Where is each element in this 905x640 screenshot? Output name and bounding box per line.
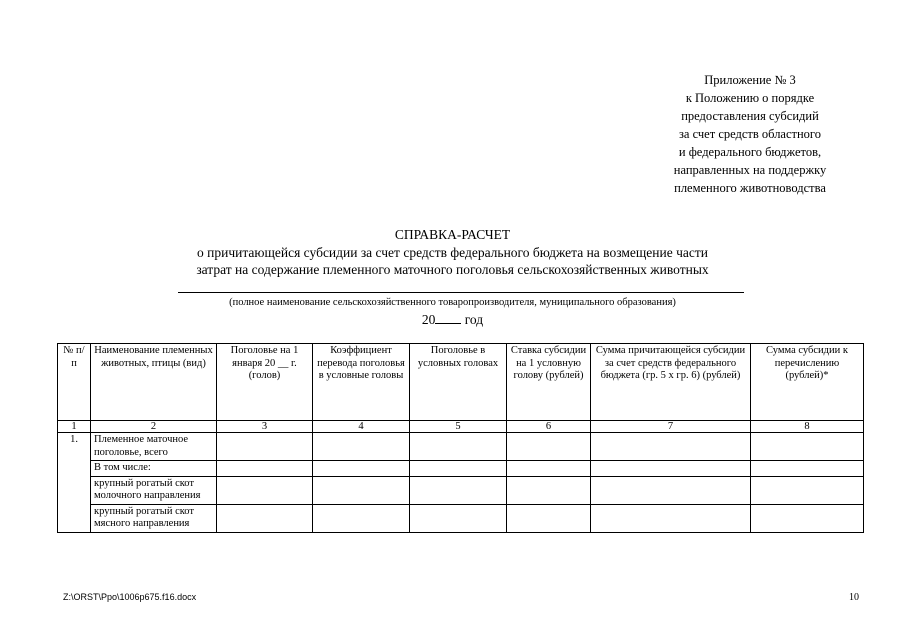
header-cell: № п/п bbox=[58, 344, 91, 421]
value-cell[interactable] bbox=[410, 476, 507, 504]
document-title: СПРАВКА-РАСЧЕТ bbox=[394, 227, 511, 242]
producer-name-line bbox=[178, 292, 744, 293]
value-cell[interactable] bbox=[591, 433, 751, 461]
column-number: 4 bbox=[313, 421, 410, 433]
year-suffix: год bbox=[464, 312, 484, 327]
value-cell[interactable] bbox=[217, 433, 313, 461]
column-number: 2 bbox=[91, 421, 217, 433]
appendix-line: племенного животноводства bbox=[674, 181, 826, 195]
header-cell: Наименование племенных животных, птицы (вид) bbox=[91, 344, 217, 421]
row-number: 1. bbox=[58, 433, 91, 533]
appendix-line: предоставления субсидий bbox=[681, 109, 819, 123]
value-cell[interactable] bbox=[410, 433, 507, 461]
header-cell: Коэффициент перевода поголовья в условные головы bbox=[313, 344, 410, 421]
year-prefix: 20 bbox=[421, 312, 436, 327]
file-path: Z:\ORST\Ppo\1006p675.f16.docx bbox=[63, 592, 197, 602]
column-number: 7 bbox=[591, 421, 751, 433]
column-number-row bbox=[58, 421, 864, 433]
table-row bbox=[58, 461, 864, 477]
header-cell: Поголовье в условных головах bbox=[410, 344, 507, 421]
value-cell[interactable] bbox=[313, 461, 410, 477]
header-cell: Ставка субсидии на 1 условную голову (рублей) bbox=[507, 344, 591, 421]
table-header-row bbox=[58, 344, 864, 421]
value-cell[interactable] bbox=[313, 433, 410, 461]
value-cell[interactable] bbox=[751, 433, 864, 461]
value-cell[interactable] bbox=[410, 461, 507, 477]
column-number: 8 bbox=[751, 421, 864, 433]
value-cell[interactable] bbox=[751, 504, 864, 532]
appendix-line: за счет средств областного bbox=[678, 127, 821, 141]
year-line bbox=[0, 310, 905, 329]
value-cell[interactable] bbox=[507, 433, 591, 461]
value-cell[interactable] bbox=[591, 504, 751, 532]
row-name-cell: крупный рогатый скот молочного направления bbox=[91, 476, 217, 504]
header-cell: Поголовье на 1 января 20 __ г. (голов) bbox=[217, 344, 313, 421]
subsidy-table bbox=[57, 343, 864, 533]
value-cell[interactable] bbox=[591, 476, 751, 504]
table-row bbox=[58, 476, 864, 504]
value-cell[interactable] bbox=[591, 461, 751, 477]
value-cell[interactable] bbox=[313, 504, 410, 532]
row-name-cell: В том числе: bbox=[91, 461, 217, 477]
document-subtitle bbox=[0, 244, 905, 278]
value-cell[interactable] bbox=[751, 476, 864, 504]
appendix-line: и федерального бюджетов, bbox=[678, 145, 822, 159]
page-number: 10 bbox=[849, 592, 859, 603]
column-number: 3 bbox=[217, 421, 313, 433]
value-cell[interactable] bbox=[217, 504, 313, 532]
year-blank bbox=[435, 310, 461, 324]
table-row bbox=[58, 504, 864, 532]
producer-name-caption: (полное наименование сельскохозяйственного товаропроизводителя, муниципального образования) bbox=[229, 297, 676, 308]
column-number: 1 bbox=[58, 421, 91, 433]
value-cell[interactable] bbox=[410, 504, 507, 532]
appendix-block bbox=[620, 71, 880, 197]
row-name-cell: Племенное маточное поголовье, всего bbox=[91, 433, 217, 461]
value-cell[interactable] bbox=[751, 461, 864, 477]
header-cell: Сумма субсидии к перечислению (рублей)* bbox=[751, 344, 864, 421]
appendix-line: Приложение № 3 bbox=[704, 73, 796, 87]
subtitle-line: о причитающейся субсидии за счет средств федерального бюджета на возмещение части bbox=[197, 245, 708, 260]
column-number: 6 bbox=[507, 421, 591, 433]
value-cell[interactable] bbox=[507, 504, 591, 532]
value-cell[interactable] bbox=[313, 476, 410, 504]
appendix-line: к Положению о порядке bbox=[685, 91, 815, 105]
appendix-line: направленных на поддержку bbox=[673, 163, 827, 177]
table-row bbox=[58, 433, 864, 461]
subtitle-line: затрат на содержание племенного маточного поголовья сельскохозяйственных животных bbox=[196, 262, 709, 277]
value-cell[interactable] bbox=[507, 476, 591, 504]
value-cell[interactable] bbox=[507, 461, 591, 477]
row-name-cell: крупный рогатый скот мясного направления bbox=[91, 504, 217, 532]
column-number: 5 bbox=[410, 421, 507, 433]
header-cell: Сумма причитающейся субсидии за счет средств федерального бюджета (гр. 5 x гр. 6) (рублей) bbox=[591, 344, 751, 421]
value-cell[interactable] bbox=[217, 461, 313, 477]
value-cell[interactable] bbox=[217, 476, 313, 504]
